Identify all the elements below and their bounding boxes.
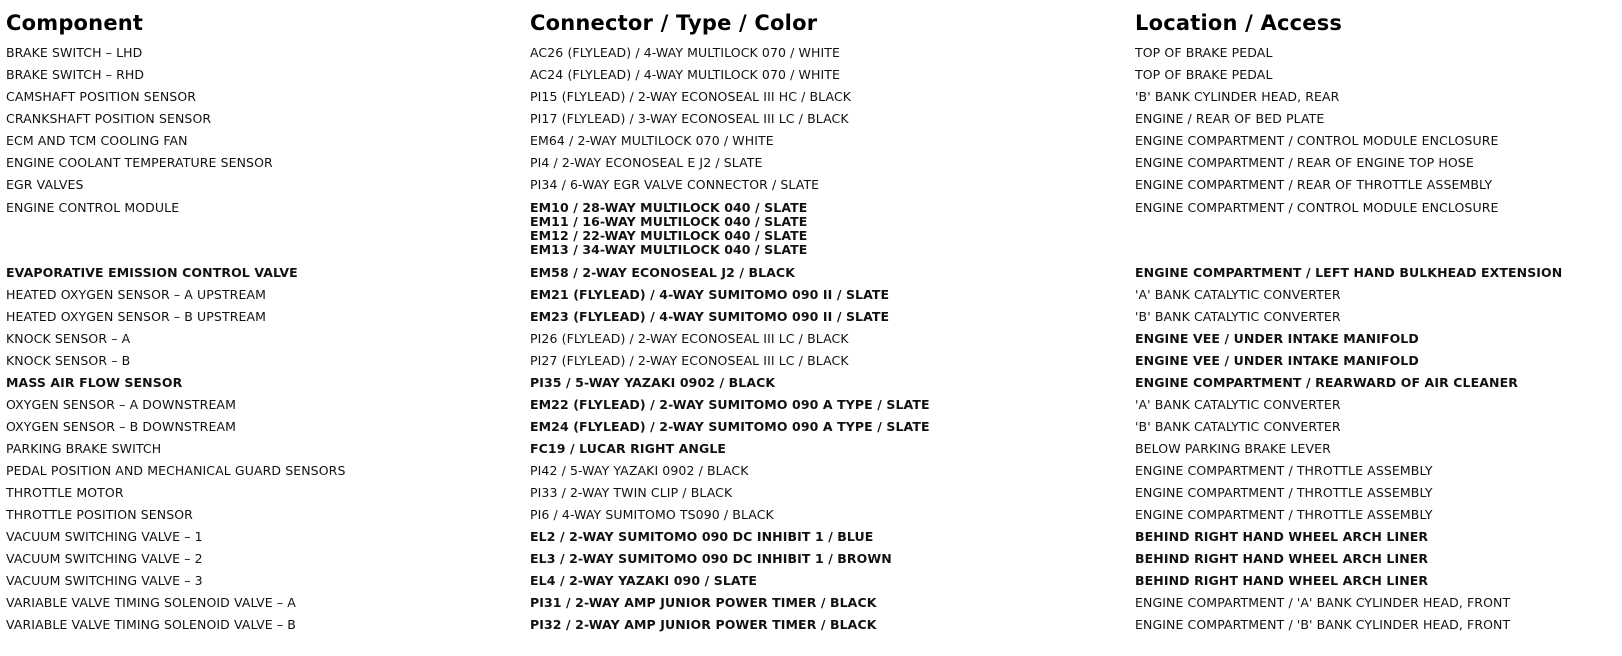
location-cell: TOP OF BRAKE PEDAL [1135,67,1273,82]
connector-cell [530,460,1130,482]
component-cell: EGR VALVES [6,177,84,192]
connector-line: EL2 / 2-WAY SUMITOMO 090 DC INHIBIT 1 / BLUE [530,529,874,544]
location-cell: ENGINE COMPARTMENT / THROTTLE ASSEMBLY [1135,485,1433,500]
connector-cell [530,394,1130,416]
connector-line: EM11 / 16-WAY MULTILOCK 040 / SLATE [530,214,808,229]
connector-line: PI33 / 2-WAY TWIN CLIP / BLACK [530,485,733,500]
connector-line: PI26 (FLYLEAD) / 2-WAY ECONOSEAL III LC / BLACK [530,331,849,346]
location-cell: TOP OF BRAKE PEDAL [1135,45,1273,60]
component-cell: EVAPORATIVE EMISSION CONTROL VALVE [6,265,298,280]
connector-header: Connector / Type / Color [530,11,818,35]
connector-line: AC24 (FLYLEAD) / 4-WAY MULTILOCK 070 / WHITE [530,67,840,82]
location-cell: BEHIND RIGHT HAND WHEEL ARCH LINER [1135,551,1429,566]
component-cell: OXYGEN SENSOR – B DOWNSTREAM [6,419,236,434]
connector-cell [530,372,1130,394]
component-cell: BRAKE SWITCH – RHD [6,67,145,82]
connector-line: EM12 / 22-WAY MULTILOCK 040 / SLATE [530,228,808,243]
connector-cell [530,570,1130,592]
connector-line: EM64 / 2-WAY MULTILOCK 070 / WHITE [530,133,774,148]
component-column [6,10,526,636]
connector-list [530,42,1130,636]
connector-line: EM58 / 2-WAY ECONOSEAL J2 / BLACK [530,265,795,280]
connector-line: EM21 (FLYLEAD) / 4-WAY SUMITOMO 090 II / SLATE [530,287,890,302]
location-cell: ENGINE VEE / UNDER INTAKE MANIFOLD [1135,331,1419,346]
component-cell: THROTTLE MOTOR [6,485,124,500]
location-cell: ENGINE COMPARTMENT / 'B' BANK CYLINDER HEAD, FRONT [1135,617,1511,632]
component-cell: KNOCK SENSOR – B [6,353,131,368]
location-list [1135,42,1620,636]
connector-line: EL3 / 2-WAY SUMITOMO 090 DC INHIBIT 1 / BROWN [530,551,892,566]
component-cell: OXYGEN SENSOR – A DOWNSTREAM [6,397,236,412]
connector-cell [530,504,1130,526]
connector-cell [530,152,1130,174]
location-cell: ENGINE COMPARTMENT / LEFT HAND BULKHEAD EXTENSION [1135,265,1563,280]
location-cell: BEHIND RIGHT HAND WHEEL ARCH LINER [1135,529,1429,544]
connector-line: PI27 (FLYLEAD) / 2-WAY ECONOSEAL III LC / BLACK [530,353,849,368]
connector-line: EM13 / 34-WAY MULTILOCK 040 / SLATE [530,242,808,257]
component-header: Component [6,11,144,35]
component-cell: VACUUM SWITCHING VALVE – 1 [6,529,203,544]
location-cell: ENGINE COMPARTMENT / THROTTLE ASSEMBLY [1135,463,1433,478]
connector-cell [530,196,1130,262]
component-cell: PEDAL POSITION AND MECHANICAL GUARD SENSORS [6,463,346,478]
connector-cell [530,482,1130,504]
connector-line: PI6 / 4-WAY SUMITOMO TS090 / BLACK [530,507,774,522]
connector-cell [530,174,1130,196]
location-cell: ENGINE COMPARTMENT / REARWARD OF AIR CLEANER [1135,375,1518,390]
connector-cell [530,614,1130,636]
connector-line: PI34 / 6-WAY EGR VALVE CONNECTOR / SLATE [530,177,820,192]
connector-cell [530,526,1130,548]
connector-cell [530,64,1130,86]
connector-cell [530,306,1130,328]
component-cell: ECM AND TCM COOLING FAN [6,133,188,148]
location-cell: ENGINE COMPARTMENT / THROTTLE ASSEMBLY [1135,507,1433,522]
connector-line: EM23 (FLYLEAD) / 4-WAY SUMITOMO 090 II / SLATE [530,309,890,324]
connector-line: PI42 / 5-WAY YAZAKI 0902 / BLACK [530,463,749,478]
component-cell: THROTTLE POSITION SENSOR [6,507,193,522]
connector-line: PI17 (FLYLEAD) / 3-WAY ECONOSEAL III LC / BLACK [530,111,849,126]
connector-line: AC26 (FLYLEAD) / 4-WAY MULTILOCK 070 / WHITE [530,45,840,60]
connector-line: EL4 / 2-WAY YAZAKI 090 / SLATE [530,573,757,588]
location-cell: BEHIND RIGHT HAND WHEEL ARCH LINER [1135,573,1429,588]
component-cell: HEATED OXYGEN SENSOR – B UPSTREAM [6,309,267,324]
location-cell: 'A' BANK CATALYTIC CONVERTER [1135,397,1341,412]
connector-cell [530,108,1130,130]
location-cell: ENGINE COMPARTMENT / REAR OF ENGINE TOP HOSE [1135,155,1474,170]
location-cell: ENGINE COMPARTMENT / CONTROL MODULE ENCLOSURE [1135,200,1499,215]
connector-cell [530,86,1130,108]
component-cell: ENGINE CONTROL MODULE [6,200,180,215]
component-cell: CAMSHAFT POSITION SENSOR [6,89,197,104]
component-cell: VARIABLE VALVE TIMING SOLENOID VALVE – B [6,617,296,632]
connector-line: PI15 (FLYLEAD) / 2-WAY ECONOSEAL III HC / BLACK [530,89,852,104]
connector-line: EM22 (FLYLEAD) / 2-WAY SUMITOMO 090 A TYPE / SLATE [530,397,930,412]
connector-column [530,10,1130,636]
connector-cell [530,328,1130,350]
location-cell: ENGINE COMPARTMENT / CONTROL MODULE ENCLOSURE [1135,133,1499,148]
connector-line: FC19 / LUCAR RIGHT ANGLE [530,441,727,456]
connector-line: EM10 / 28-WAY MULTILOCK 040 / SLATE [530,200,808,215]
location-cell: 'B' BANK CATALYTIC CONVERTER [1135,419,1341,434]
component-cell: HEATED OXYGEN SENSOR – A UPSTREAM [6,287,266,302]
component-cell: KNOCK SENSOR – A [6,331,131,346]
connector-cell [530,284,1130,306]
component-cell: VACUUM SWITCHING VALVE – 3 [6,573,203,588]
component-cell: VARIABLE VALVE TIMING SOLENOID VALVE – A [6,595,296,610]
location-cell: ENGINE COMPARTMENT / 'A' BANK CYLINDER HEAD, FRONT [1135,595,1511,610]
location-header: Location / Access [1135,11,1343,35]
component-cell: VACUUM SWITCHING VALVE – 2 [6,551,203,566]
location-cell: ENGINE / REAR OF BED PLATE [1135,111,1325,126]
location-cell: ENGINE COMPARTMENT / REAR OF THROTTLE ASSEMBLY [1135,177,1493,192]
connector-line: EM24 (FLYLEAD) / 2-WAY SUMITOMO 090 A TYPE / SLATE [530,419,930,434]
component-cell: BRAKE SWITCH – LHD [6,45,143,60]
location-cell: BELOW PARKING BRAKE LEVER [1135,441,1331,456]
connector-line: PI4 / 2-WAY ECONOSEAL E J2 / SLATE [530,155,763,170]
component-cell: MASS AIR FLOW SENSOR [6,375,183,390]
connector-cell [530,592,1130,614]
connector-cell [530,130,1130,152]
component-cell: ENGINE COOLANT TEMPERATURE SENSOR [6,155,273,170]
connector-line: PI31 / 2-WAY AMP JUNIOR POWER TIMER / BLACK [530,595,877,610]
connector-cell [530,350,1130,372]
component-cell: CRANKSHAFT POSITION SENSOR [6,111,212,126]
connector-cell [530,416,1130,438]
connector-line: PI32 / 2-WAY AMP JUNIOR POWER TIMER / BLACK [530,617,877,632]
component-list [6,42,526,636]
location-cell: 'B' BANK CYLINDER HEAD, REAR [1135,89,1340,104]
connector-cell [530,438,1130,460]
component-cell: PARKING BRAKE SWITCH [6,441,162,456]
location-column [1135,10,1620,636]
location-cell: 'A' BANK CATALYTIC CONVERTER [1135,287,1341,302]
connector-line: PI35 / 5-WAY YAZAKI 0902 / BLACK [530,375,776,390]
connector-cell [530,548,1130,570]
location-cell: 'B' BANK CATALYTIC CONVERTER [1135,309,1341,324]
location-cell: ENGINE VEE / UNDER INTAKE MANIFOLD [1135,353,1419,368]
connector-cell [530,42,1130,64]
connector-cell [530,262,1130,284]
